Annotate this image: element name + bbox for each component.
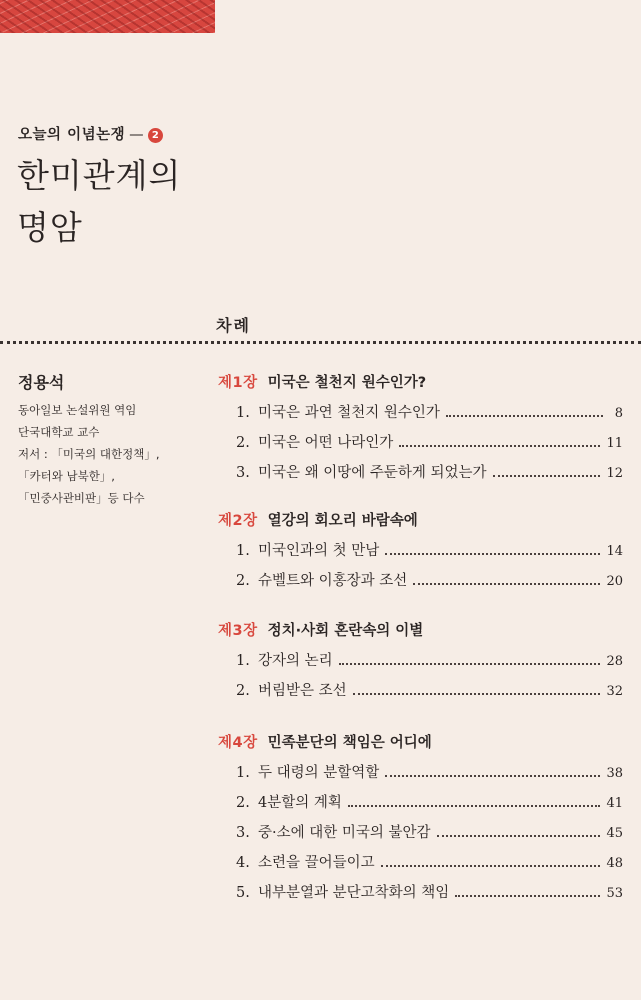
entry-title: 미국은 어떤 나라인가 [258, 435, 394, 451]
toc-entry[interactable] [218, 878, 623, 908]
entry-number: 5. [236, 885, 250, 901]
entry-page-number: 14 [606, 544, 623, 559]
toc-entry[interactable] [218, 566, 623, 596]
series-number-badge: 2 [148, 128, 163, 143]
chapter-label: 제2장 [218, 513, 258, 529]
toc-entry[interactable] [218, 818, 623, 848]
chapter-heading [218, 368, 623, 398]
entry-number: 1. [236, 543, 250, 559]
entry-page-number: 11 [606, 436, 623, 451]
dot-leader [437, 835, 601, 837]
dotted-divider [0, 341, 641, 344]
entry-title: 4분할의 계획 [258, 795, 342, 811]
entry-page-number: 28 [606, 654, 623, 669]
entry-number: 3. [236, 465, 250, 481]
chapter-4 [218, 728, 623, 908]
entry-title: 내부분열과 분단고착화의 책임 [258, 885, 450, 901]
toc-entry[interactable] [218, 788, 623, 818]
chapter-label: 제1장 [218, 375, 258, 391]
entry-number: 3. [236, 825, 250, 841]
chapter-heading [218, 506, 623, 536]
chapter-heading [218, 616, 623, 646]
entry-page-number: 45 [606, 826, 623, 841]
author-bio-line: 저서 : 「미국의 대한정책」, [18, 447, 160, 461]
entry-number: 1. [236, 653, 250, 669]
author-block [18, 370, 159, 509]
author-name: 정용석 [18, 373, 65, 392]
chapter-2 [218, 506, 623, 596]
entry-page-number: 41 [606, 796, 623, 811]
dot-leader [385, 775, 600, 777]
entry-title: 버림받은 조선 [258, 683, 347, 699]
dot-leader [385, 553, 600, 555]
chapter-title: 미국은 철천지 원수인가? [267, 375, 427, 391]
dot-leader [339, 663, 601, 665]
entry-number: 1. [236, 765, 250, 781]
entry-page-number: 48 [606, 856, 623, 871]
toc-heading: 차례 [216, 316, 251, 335]
dot-leader [353, 693, 601, 695]
toc-entry[interactable] [218, 758, 623, 788]
author-bio-line: 단국대학교 교수 [18, 425, 100, 439]
entry-number: 2. [236, 683, 250, 699]
chapter-3 [218, 616, 623, 706]
corner-decoration [0, 0, 215, 33]
chapter-heading [218, 728, 623, 758]
book-title-line-1: 한미관계의 [17, 156, 182, 195]
toc-entry[interactable] [218, 848, 623, 878]
chapter-label: 제3장 [218, 623, 258, 639]
series-label [18, 123, 163, 144]
chapter-title: 민족분단의 책임은 어디에 [267, 735, 432, 751]
entry-title: 미국은 과연 철천지 원수인가 [258, 405, 440, 421]
toc-entry[interactable] [218, 398, 623, 428]
entry-title: 소련을 끌어들이고 [258, 855, 375, 871]
entry-title: 미국은 왜 이땅에 주둔하게 되었는가 [258, 465, 487, 481]
author-bio-line: 「민중사관비판」등 다수 [18, 491, 145, 505]
entry-title: 미국인과의 첫 만남 [258, 543, 380, 559]
entry-number: 2. [236, 435, 250, 451]
entry-page-number: 53 [606, 886, 623, 901]
entry-title: 두 대령의 분할역할 [258, 765, 380, 781]
toc-entry[interactable] [218, 428, 623, 458]
entry-number: 1. [236, 405, 250, 421]
dot-leader [455, 895, 600, 897]
book-title [17, 150, 181, 254]
entry-page-number: 32 [606, 684, 623, 699]
toc-entry[interactable] [218, 536, 623, 566]
chapter-1 [218, 368, 623, 488]
dot-leader [446, 415, 603, 417]
entry-number: 2. [236, 795, 250, 811]
dot-leader [493, 475, 601, 477]
dot-leader [399, 445, 600, 447]
toc-entry[interactable] [218, 458, 623, 488]
entry-number: 4. [236, 855, 250, 871]
series-dash: — [129, 127, 145, 143]
dot-leader [413, 583, 600, 585]
entry-number: 2. [236, 573, 250, 589]
entry-page-number: 12 [606, 466, 623, 481]
book-title-line-2: 명암 [17, 208, 83, 247]
entry-page-number: 38 [606, 766, 623, 781]
entry-title: 슈벨트와 이홍장과 조선 [258, 573, 408, 589]
toc-entry[interactable] [218, 676, 623, 706]
chapter-title: 정치·사회 혼란속의 이별 [267, 623, 424, 639]
toc-entry[interactable] [218, 646, 623, 676]
chapter-title: 열강의 회오리 바람속에 [267, 513, 418, 529]
series-name: 오늘의 이념논쟁 [18, 127, 126, 143]
dot-leader [381, 865, 601, 867]
author-bio-line: 동아일보 논설위원 역임 [18, 403, 137, 417]
entry-page-number: 8 [614, 406, 623, 421]
entry-title: 강자의 논리 [258, 653, 333, 669]
entry-page-number: 20 [606, 574, 623, 589]
dot-leader [348, 805, 601, 807]
chapter-label: 제4장 [218, 735, 258, 751]
author-bio-line: 「카터와 남북한」, [18, 469, 115, 483]
entry-title: 중·소에 대한 미국의 불안감 [258, 825, 431, 841]
